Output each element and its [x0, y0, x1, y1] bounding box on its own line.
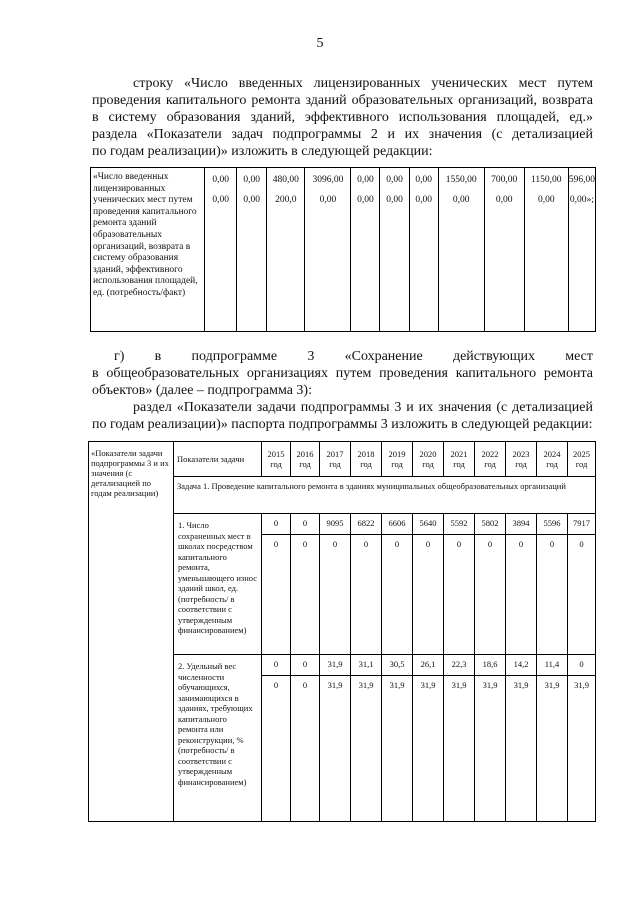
value-cell: 0: [475, 535, 506, 655]
text-line: в систему образования зданий, эффективного использования площадей, ед.»: [92, 110, 593, 125]
text-line: г) в подпрограмме 3 «Сохранение действующих мест: [114, 349, 593, 364]
year-header: 2017 год: [320, 442, 351, 477]
text-line: раздела «Показатели задач подпрограммы 2 и их значения (с детализацией: [92, 127, 593, 142]
page-number: 5: [316, 36, 324, 51]
value-cell: 0: [262, 655, 291, 676]
value-cell: 31,9: [444, 676, 475, 822]
value-cell: 31,9: [382, 676, 413, 822]
value-cell: 11,4: [537, 655, 568, 676]
year-header: 2018 год: [351, 442, 382, 477]
value-cell: 9095: [320, 514, 351, 535]
year-header: 2021 год: [444, 442, 475, 477]
value-cell: 31,9: [320, 676, 351, 822]
value-cell: 0: [320, 535, 351, 655]
table1-cell: 0,00 0,00: [237, 168, 267, 332]
table1-cell: 480,00 200,0: [267, 168, 305, 332]
value-cell: 0: [413, 535, 444, 655]
value-cell: 0: [262, 676, 291, 822]
year-header: 2023 год: [506, 442, 537, 477]
year-header: 2016 год: [291, 442, 320, 477]
text-line: раздел «Показатели задачи подпрограммы 3 и их значения (с детализацией: [133, 400, 593, 415]
value-cell: 0: [506, 535, 537, 655]
indicator-2-label: 2. Удельный вес численности обучающихся, занимающихся в зданиях, требующих капитального ремонта или реконструкции, % (потребность/ в соответствии с утвержденным финансированием): [174, 655, 262, 822]
value-cell: 31,1: [351, 655, 382, 676]
value-cell: 31,9: [537, 676, 568, 822]
value-cell: 5640: [413, 514, 444, 535]
value-cell: 31,9: [475, 676, 506, 822]
table1-cell: 0,00 0,00: [351, 168, 380, 332]
value-cell: 3894: [506, 514, 537, 535]
table1-cell: 1550,00 0,00: [438, 168, 484, 332]
value-cell: 0: [382, 535, 413, 655]
value-cell: 6606: [382, 514, 413, 535]
table-subprogram-2: [90, 167, 596, 332]
value-cell: 7917: [568, 514, 596, 535]
table1-cell: 1150,00 0,00: [524, 168, 568, 332]
year-header: 2024 год: [537, 442, 568, 477]
table1-cell: 596,00 0,00»;: [568, 168, 595, 332]
value-cell: 0: [291, 514, 320, 535]
value-cell: 26,1: [413, 655, 444, 676]
year-header: 2019 год: [382, 442, 413, 477]
value-cell: 0: [291, 676, 320, 822]
value-cell: 31,9: [320, 655, 351, 676]
table1-cell: 700,00 0,00: [484, 168, 524, 332]
year-header: 2022 год: [475, 442, 506, 477]
value-cell: 31,9: [351, 676, 382, 822]
text-line: строку «Число введенных лицензированных ученических мест путем: [133, 76, 593, 91]
paragraph-intro: [92, 75, 593, 160]
value-cell: 0: [568, 535, 596, 655]
value-cell: 18,6: [475, 655, 506, 676]
table1-cell: 0,00 0,00: [380, 168, 409, 332]
value-cell: 5802: [475, 514, 506, 535]
year-header: 2015 год: [262, 442, 291, 477]
text-line: по годам реализации)» паспорта подпрограммы 3 изложить в следующей редакции:: [92, 417, 593, 432]
text-line: объектов» (далее – подпрограмма 3):: [92, 383, 312, 398]
value-cell: 0: [262, 535, 291, 655]
text-line: проведения капитального ремонта зданий образовательных организаций, возврата: [92, 93, 593, 108]
value-cell: 31,9: [568, 676, 596, 822]
table2-side-label: «Показатели задачи подпрограммы 3 и их значения (с детализацией по годам реализации): [89, 442, 174, 822]
table-subprogram-3: [88, 441, 596, 822]
paragraph-subprogram-3: [92, 348, 593, 433]
value-cell: 0: [444, 535, 475, 655]
value-cell: 5592: [444, 514, 475, 535]
year-header: 2020 год: [413, 442, 444, 477]
task-row: Задача 1. Проведение капитального ремонта в зданиях муниципальных общеобразовательных организаций: [174, 477, 596, 514]
value-cell: 0: [262, 514, 291, 535]
table1-cell: 3096,00 0,00: [305, 168, 351, 332]
text-line: по годам реализации)» изложить в следующей редакции:: [92, 144, 433, 159]
text-line: в общеобразовательных организациях путем проведения капитального ремонта: [92, 366, 593, 381]
value-cell: 31,9: [413, 676, 444, 822]
table1-label: «Число введенных лицензированных ученических мест путем проведения капитального ремонта зданий образовательных организаций, возврата в систему образования зданий, эффективного использования площадей, ед. (потребность/факт): [91, 168, 205, 332]
table1-cell: 0,00 0,00: [409, 168, 438, 332]
value-cell: 6822: [351, 514, 382, 535]
table1-cell: 0,00 0,00: [205, 168, 237, 332]
value-cell: 0: [291, 655, 320, 676]
indicator-1-label: 1. Число сохраненных мест в школах посредством капитального ремонта, уменьшающего износ зданий школ, ед. (потребность/ в соответствии с утвержденным финансированием): [174, 514, 262, 655]
year-header: 2025 год: [568, 442, 596, 477]
value-cell: 0: [351, 535, 382, 655]
value-cell: 0: [537, 535, 568, 655]
value-cell: 0: [291, 535, 320, 655]
value-cell: 14,2: [506, 655, 537, 676]
value-cell: 5596: [537, 514, 568, 535]
value-cell: 22,3: [444, 655, 475, 676]
value-cell: 0: [568, 655, 596, 676]
value-cell: 30,5: [382, 655, 413, 676]
value-cell: 31,9: [506, 676, 537, 822]
table2-header-label: Показатели задачи: [174, 442, 262, 477]
